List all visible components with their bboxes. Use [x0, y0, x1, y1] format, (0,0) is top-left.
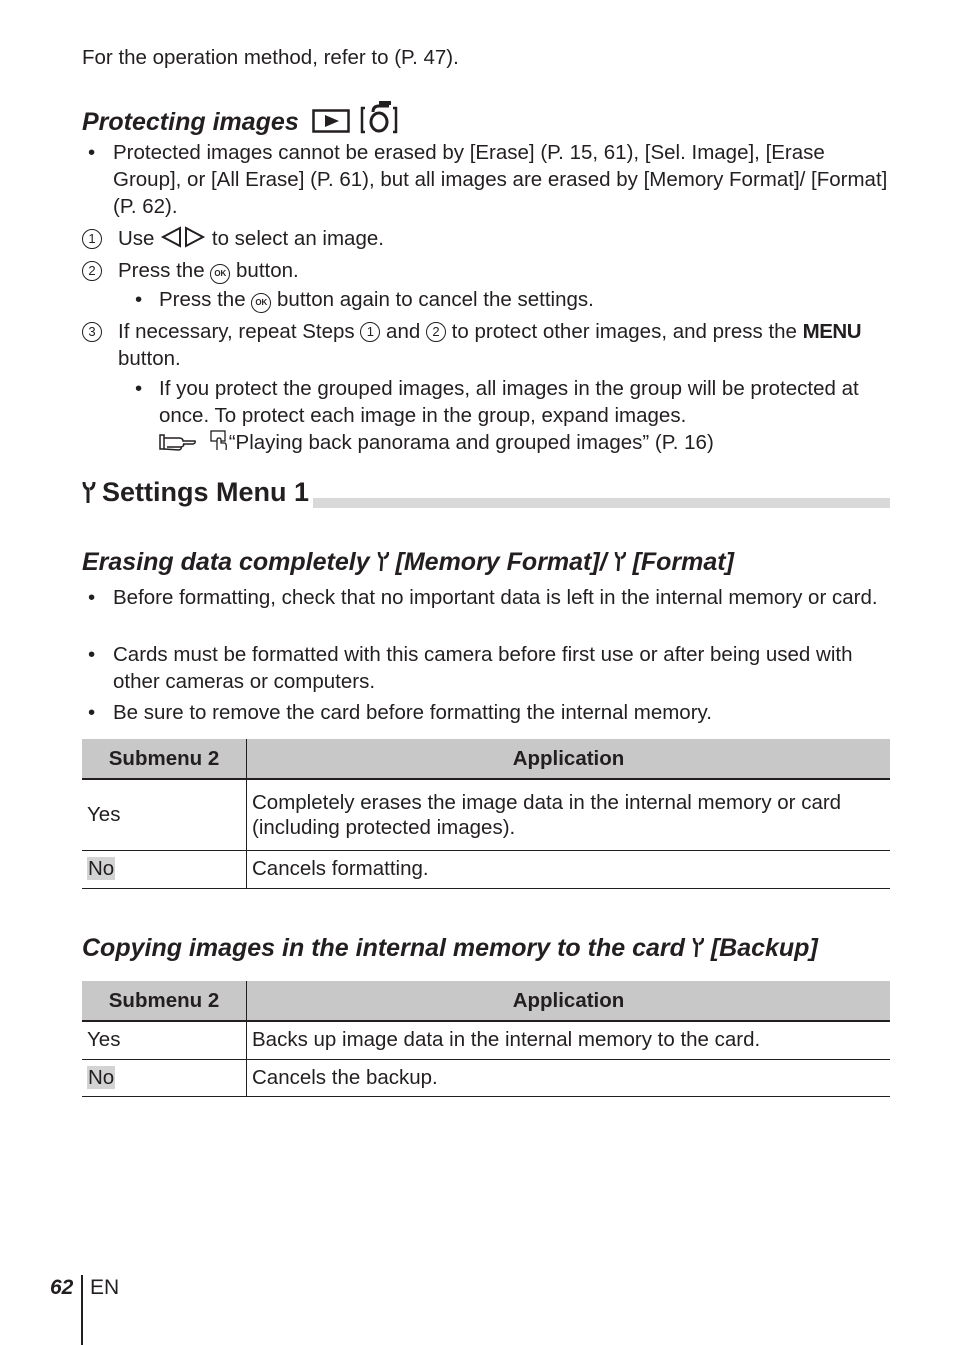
step2-text-b: button.: [236, 259, 299, 282]
step2-sub-text-b: button again to cancel the settings.: [277, 288, 594, 311]
step3-text-b: to protect other images, and press the: [451, 320, 797, 343]
ok-button-icon: OK: [210, 264, 230, 284]
step3-and: and: [386, 320, 421, 343]
step-number-1: 1: [82, 229, 102, 249]
step-2: [82, 257, 890, 284]
table-row: [82, 850, 890, 888]
step-3: [82, 318, 890, 372]
column-header-application: Application: [247, 739, 891, 779]
bullet-dot: •: [135, 377, 143, 400]
bullet-dot: •: [88, 141, 96, 164]
wrench-icon: [692, 935, 704, 965]
wrench-icon: [82, 480, 96, 511]
protect-title: Protecting images: [82, 108, 299, 136]
format-bullet-text: Before formatting, check that no important data is left in the internal memory or card.: [113, 586, 878, 609]
bullet-dot: •: [135, 288, 143, 311]
step3-text-a: If necessary, repeat Steps: [118, 320, 355, 343]
backup-heading: [82, 933, 818, 965]
step2-sub-bullet: [135, 286, 890, 313]
format-bullet-text: Be sure to remove the card before formatting the internal memory.: [113, 701, 712, 724]
application-cell: Backs up image data in the internal memory to the card.: [247, 1021, 891, 1059]
format-bullet: [88, 641, 890, 695]
format-title-c: [Format]: [632, 548, 734, 576]
backup-title-b: [Backup]: [710, 934, 818, 962]
column-header-submenu: Submenu 2: [82, 981, 247, 1021]
language-code: EN: [90, 1276, 120, 1299]
step-ref-1: 1: [360, 322, 380, 342]
step-number-2: 2: [82, 261, 102, 281]
step3-sub-text: If you protect the grouped images, all images in the group will be protected at once. To protect each image in the group, expand images.: [159, 377, 859, 427]
footer-divider: [81, 1275, 83, 1345]
step-1: [82, 225, 890, 255]
format-title-a: Erasing data completely: [82, 548, 370, 576]
format-table: [82, 739, 890, 889]
page-number: 62: [50, 1276, 74, 1299]
ok-button-icon: OK: [251, 293, 271, 313]
settings-menu-header: [82, 477, 313, 511]
column-header-submenu: Submenu 2: [82, 739, 247, 779]
wrench-icon: [614, 549, 626, 579]
backup-table: [82, 981, 890, 1097]
step-number-3: 3: [82, 322, 102, 342]
protect-bullet-text: Protected images cannot be erased by [Erase] (P. 15, 61), [Sel. Image], [Erase Group], or [All Erase] (P. 61), but all images are erased by [Memory Format]/ [Format] (P. 62).: [113, 141, 888, 218]
submenu-cell: Yes: [82, 779, 247, 850]
table-row: [82, 1021, 890, 1059]
step-ref-2: 2: [426, 322, 446, 342]
intro-text: For the operation method, refer to (P. 47).: [82, 46, 459, 69]
format-bullet: [88, 699, 890, 726]
selected-option: No: [88, 1065, 115, 1089]
table-row: [82, 1059, 890, 1096]
step3-sub-bullet: [135, 375, 890, 459]
application-cell: Cancels formatting.: [247, 850, 891, 888]
step2-text-a: Press the: [118, 259, 205, 282]
grouped-playback-icon: [209, 430, 229, 459]
selected-option: No: [88, 857, 115, 880]
step3-text-c: button.: [118, 347, 181, 370]
left-right-arrows-icon: [160, 226, 206, 255]
bullet-dot: •: [88, 701, 96, 724]
step1-text-a: Use: [118, 227, 155, 250]
format-heading: [82, 547, 734, 579]
submenu-cell: Yes: [82, 1021, 247, 1059]
protect-heading: [82, 100, 399, 143]
submenu-cell: [82, 850, 247, 888]
settings-menu-title: Settings Menu 1: [102, 477, 310, 507]
playback-mode-icon: [312, 108, 350, 141]
format-bullet: [88, 584, 890, 611]
step1-text-b: to select an image.: [211, 227, 384, 250]
table-header-row: [82, 981, 890, 1021]
submenu-cell: [82, 1059, 247, 1096]
format-bullet-text: Cards must be formatted with this camera before first use or after being used with other cameras or computers.: [113, 643, 853, 693]
protect-key-icon: [359, 100, 399, 143]
table-row: [82, 779, 890, 850]
bullet-dot: •: [88, 586, 96, 609]
protect-bullet: [88, 139, 890, 220]
menu-button-label: MENU: [802, 320, 862, 343]
step3-reference-text: “Playing back panorama and grouped images” (P. 16): [228, 431, 714, 454]
wrench-icon: [377, 549, 389, 579]
step2-sub-text-a: Press the: [159, 288, 246, 311]
bullet-dot: •: [88, 643, 96, 666]
backup-title-a: Copying images in the internal memory to the card: [82, 934, 685, 962]
application-cell: Completely erases the image data in the internal memory or card (including protected images).: [247, 779, 891, 850]
table-header-row: [82, 739, 890, 779]
format-title-b: [Memory Format]/: [395, 548, 607, 576]
reference-icon: [159, 432, 197, 459]
application-cell: Cancels the backup.: [247, 1059, 891, 1096]
column-header-application: Application: [247, 981, 891, 1021]
